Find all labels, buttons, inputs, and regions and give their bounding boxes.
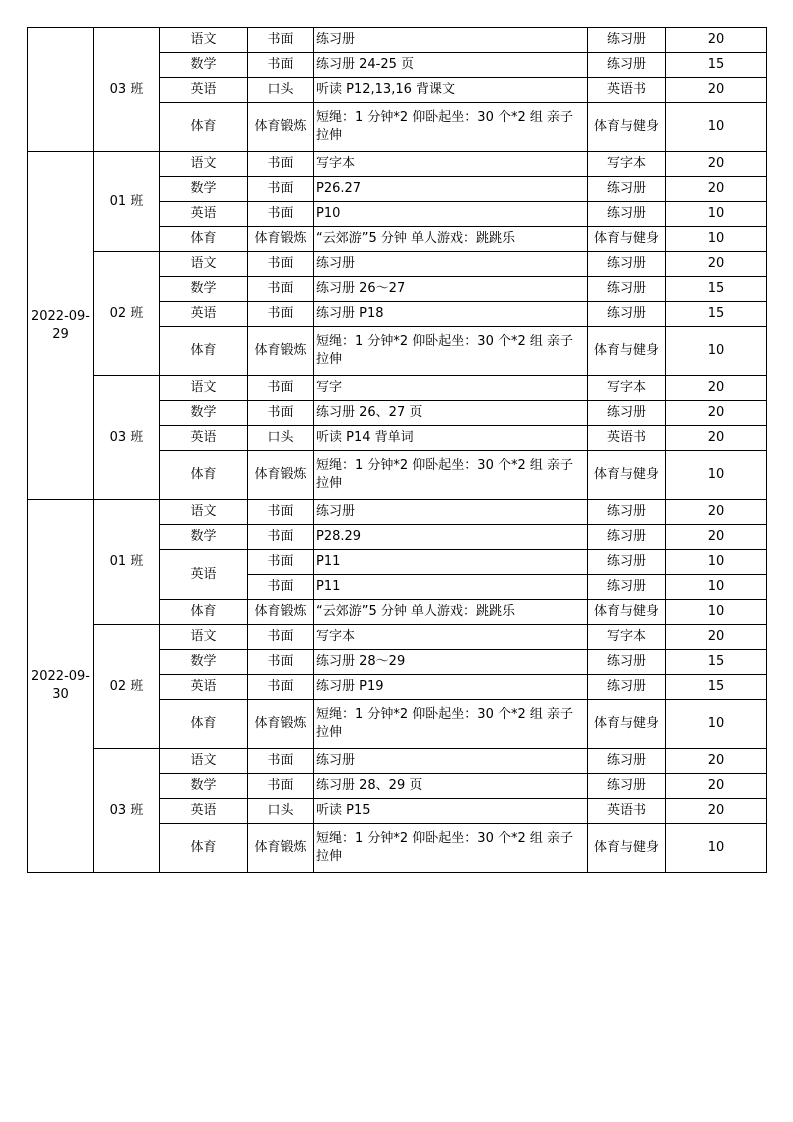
material-cell: 练习册 — [588, 650, 666, 675]
homework-content-cell: 练习册 P18 — [314, 302, 588, 327]
homework-type-cell: 书面 — [248, 152, 314, 177]
duration-minutes-cell: 20 — [666, 252, 767, 277]
homework-type-cell: 体育锻炼 — [248, 600, 314, 625]
subject-cell: 体育 — [160, 700, 248, 749]
duration-minutes-cell: 15 — [666, 675, 767, 700]
homework-type-cell: 口头 — [248, 799, 314, 824]
material-cell: 练习册 — [588, 28, 666, 53]
homework-type-cell: 书面 — [248, 28, 314, 53]
class-cell: 01 班 — [94, 500, 160, 625]
duration-minutes-cell: 10 — [666, 202, 767, 227]
duration-minutes-cell: 10 — [666, 550, 767, 575]
subject-cell: 语文 — [160, 625, 248, 650]
date-cell: 2022-09-29 — [28, 152, 94, 500]
material-cell: 练习册 — [588, 302, 666, 327]
table-row — [28, 252, 767, 277]
subject-cell: 数学 — [160, 177, 248, 202]
duration-minutes-cell: 10 — [666, 227, 767, 252]
homework-type-cell: 书面 — [248, 177, 314, 202]
material-cell: 练习册 — [588, 774, 666, 799]
homework-content-cell: 写字本 — [314, 625, 588, 650]
date-cell: 2022-09-30 — [28, 500, 94, 873]
material-cell: 练习册 — [588, 675, 666, 700]
subject-cell: 英语 — [160, 426, 248, 451]
table-row — [28, 28, 767, 53]
homework-content-cell: 练习册 26、27 页 — [314, 401, 588, 426]
subject-cell: 数学 — [160, 53, 248, 78]
homework-type-cell: 体育锻炼 — [248, 700, 314, 749]
material-cell: 体育与健身 — [588, 227, 666, 252]
homework-type-cell: 书面 — [248, 525, 314, 550]
homework-type-cell: 口头 — [248, 426, 314, 451]
homework-content-cell: 短绳：1 分钟*2 仰卧起坐：30 个*2 组 亲子拉伸 — [314, 824, 588, 873]
homework-content-cell: 练习册 — [314, 749, 588, 774]
material-cell: 体育与健身 — [588, 824, 666, 873]
material-cell: 写字本 — [588, 152, 666, 177]
table-row — [28, 500, 767, 525]
duration-minutes-cell: 10 — [666, 327, 767, 376]
duration-minutes-cell: 20 — [666, 152, 767, 177]
subject-cell: 英语 — [160, 675, 248, 700]
homework-type-cell: 书面 — [248, 575, 314, 600]
material-cell: 练习册 — [588, 252, 666, 277]
material-cell: 体育与健身 — [588, 327, 666, 376]
subject-cell: 体育 — [160, 824, 248, 873]
duration-minutes-cell: 20 — [666, 78, 767, 103]
homework-table — [27, 27, 767, 873]
material-cell: 练习册 — [588, 53, 666, 78]
class-cell: 01 班 — [94, 152, 160, 252]
homework-content-cell: 练习册 P19 — [314, 675, 588, 700]
duration-minutes-cell: 10 — [666, 700, 767, 749]
homework-type-cell: 书面 — [248, 202, 314, 227]
material-cell: 练习册 — [588, 525, 666, 550]
subject-cell: 语文 — [160, 28, 248, 53]
homework-content-cell: “云郊游”5 分钟 单人游戏：跳跳乐 — [314, 227, 588, 252]
subject-cell: 英语 — [160, 302, 248, 327]
homework-type-cell: 书面 — [248, 53, 314, 78]
material-cell: 练习册 — [588, 401, 666, 426]
subject-cell: 语文 — [160, 376, 248, 401]
homework-type-cell: 书面 — [248, 500, 314, 525]
subject-cell: 英语 — [160, 202, 248, 227]
material-cell: 练习册 — [588, 277, 666, 302]
duration-minutes-cell: 15 — [666, 302, 767, 327]
duration-minutes-cell: 20 — [666, 28, 767, 53]
subject-cell: 数学 — [160, 525, 248, 550]
homework-content-cell: 练习册 — [314, 500, 588, 525]
homework-type-cell: 体育锻炼 — [248, 227, 314, 252]
homework-content-cell: 练习册 24-25 页 — [314, 53, 588, 78]
homework-type-cell: 体育锻炼 — [248, 451, 314, 500]
duration-minutes-cell: 20 — [666, 177, 767, 202]
subject-cell: 体育 — [160, 327, 248, 376]
homework-content-cell: P28.29 — [314, 525, 588, 550]
duration-minutes-cell: 10 — [666, 600, 767, 625]
duration-minutes-cell: 20 — [666, 500, 767, 525]
homework-type-cell: 书面 — [248, 277, 314, 302]
homework-content-cell: 练习册 — [314, 28, 588, 53]
material-cell: 体育与健身 — [588, 600, 666, 625]
homework-content-cell: 听读 P14 背单词 — [314, 426, 588, 451]
subject-cell: 英语 — [160, 78, 248, 103]
duration-minutes-cell: 10 — [666, 451, 767, 500]
duration-minutes-cell: 10 — [666, 824, 767, 873]
date-cell — [28, 28, 94, 152]
duration-minutes-cell: 10 — [666, 103, 767, 152]
homework-type-cell: 书面 — [248, 550, 314, 575]
homework-content-cell: 练习册 28～29 — [314, 650, 588, 675]
homework-content-cell: 练习册 — [314, 252, 588, 277]
material-cell: 体育与健身 — [588, 451, 666, 500]
homework-type-cell: 书面 — [248, 302, 314, 327]
material-cell: 练习册 — [588, 177, 666, 202]
homework-content-cell: 练习册 28、29 页 — [314, 774, 588, 799]
homework-content-cell: P26.27 — [314, 177, 588, 202]
duration-minutes-cell: 20 — [666, 799, 767, 824]
table-row — [28, 749, 767, 774]
homework-type-cell: 书面 — [248, 650, 314, 675]
homework-type-cell: 体育锻炼 — [248, 824, 314, 873]
subject-cell: 体育 — [160, 600, 248, 625]
subject-cell: 英语 — [160, 799, 248, 824]
subject-cell: 数学 — [160, 401, 248, 426]
subject-cell: 语文 — [160, 252, 248, 277]
duration-minutes-cell: 20 — [666, 376, 767, 401]
subject-cell: 语文 — [160, 500, 248, 525]
homework-type-cell: 口头 — [248, 78, 314, 103]
homework-type-cell: 体育锻炼 — [248, 327, 314, 376]
homework-content-cell: “云郊游”5 分钟 单人游戏：跳跳乐 — [314, 600, 588, 625]
subject-cell: 英语 — [160, 550, 248, 600]
duration-minutes-cell: 20 — [666, 625, 767, 650]
material-cell: 英语书 — [588, 426, 666, 451]
subject-cell: 语文 — [160, 152, 248, 177]
material-cell: 练习册 — [588, 749, 666, 774]
duration-minutes-cell: 15 — [666, 53, 767, 78]
homework-content-cell: 短绳：1 分钟*2 仰卧起坐：30 个*2 组 亲子拉伸 — [314, 103, 588, 152]
subject-cell: 数学 — [160, 650, 248, 675]
material-cell: 英语书 — [588, 799, 666, 824]
class-cell: 03 班 — [94, 749, 160, 873]
duration-minutes-cell: 15 — [666, 650, 767, 675]
subject-cell: 数学 — [160, 277, 248, 302]
homework-type-cell: 书面 — [248, 401, 314, 426]
homework-content-cell: 听读 P15 — [314, 799, 588, 824]
material-cell: 练习册 — [588, 500, 666, 525]
duration-minutes-cell: 20 — [666, 749, 767, 774]
duration-minutes-cell: 20 — [666, 774, 767, 799]
class-cell: 03 班 — [94, 376, 160, 500]
subject-cell: 语文 — [160, 749, 248, 774]
subject-cell: 体育 — [160, 451, 248, 500]
material-cell: 体育与健身 — [588, 103, 666, 152]
material-cell: 写字本 — [588, 625, 666, 650]
homework-content-cell: 写字 — [314, 376, 588, 401]
homework-content-cell: 听读 P12,13,16 背课文 — [314, 78, 588, 103]
homework-content-cell: 短绳：1 分钟*2 仰卧起坐：30 个*2 组 亲子拉伸 — [314, 327, 588, 376]
homework-content-cell: P11 — [314, 575, 588, 600]
homework-content-cell: 写字本 — [314, 152, 588, 177]
homework-content-cell: P11 — [314, 550, 588, 575]
material-cell: 练习册 — [588, 550, 666, 575]
duration-minutes-cell: 10 — [666, 575, 767, 600]
class-cell: 03 班 — [94, 28, 160, 152]
homework-type-cell: 书面 — [248, 774, 314, 799]
duration-minutes-cell: 15 — [666, 277, 767, 302]
class-cell: 02 班 — [94, 625, 160, 749]
homework-content-cell: 短绳：1 分钟*2 仰卧起坐：30 个*2 组 亲子拉伸 — [314, 700, 588, 749]
duration-minutes-cell: 20 — [666, 426, 767, 451]
homework-content-cell: 练习册 26～27 — [314, 277, 588, 302]
material-cell: 练习册 — [588, 575, 666, 600]
class-cell: 02 班 — [94, 252, 160, 376]
homework-type-cell: 体育锻炼 — [248, 103, 314, 152]
material-cell: 体育与健身 — [588, 700, 666, 749]
table-row — [28, 625, 767, 650]
duration-minutes-cell: 20 — [666, 525, 767, 550]
homework-type-cell: 书面 — [248, 376, 314, 401]
homework-type-cell: 书面 — [248, 625, 314, 650]
subject-cell: 数学 — [160, 774, 248, 799]
duration-minutes-cell: 20 — [666, 401, 767, 426]
material-cell: 练习册 — [588, 202, 666, 227]
homework-content-cell: P10 — [314, 202, 588, 227]
material-cell: 英语书 — [588, 78, 666, 103]
material-cell: 写字本 — [588, 376, 666, 401]
homework-type-cell: 书面 — [248, 749, 314, 774]
table-row — [28, 376, 767, 401]
homework-type-cell: 书面 — [248, 675, 314, 700]
homework-content-cell: 短绳：1 分钟*2 仰卧起坐：30 个*2 组 亲子拉伸 — [314, 451, 588, 500]
homework-type-cell: 书面 — [248, 252, 314, 277]
subject-cell: 体育 — [160, 227, 248, 252]
table-row — [28, 152, 767, 177]
subject-cell: 体育 — [160, 103, 248, 152]
